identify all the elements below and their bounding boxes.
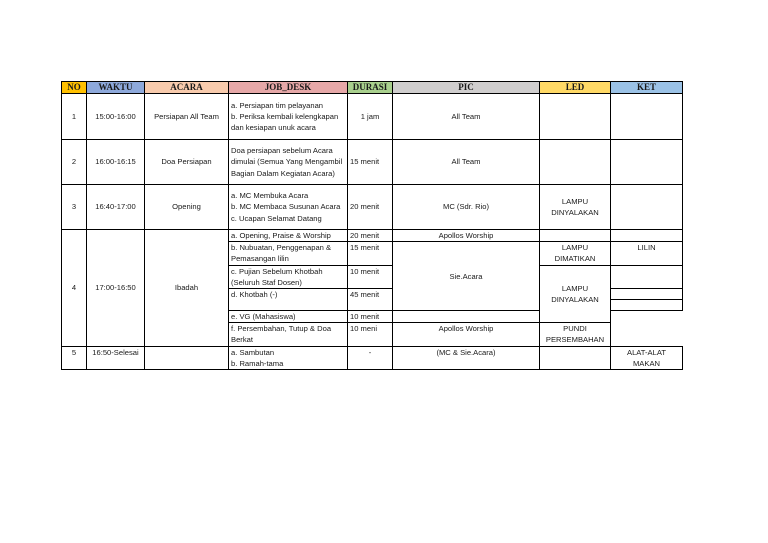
cell-waktu: 16:50-Selesai — [87, 346, 145, 369]
cell-job-desk: b. Nubuatan, Penggenapan & Pemasangan lilin — [229, 242, 348, 265]
cell-led: LAMPU DINYALAKAN — [540, 185, 611, 230]
cell-pic: All Team — [393, 94, 540, 140]
cell-ket — [611, 289, 683, 300]
cell-ket — [393, 311, 540, 323]
cell-job-desk: d. Khotbah (-) — [229, 289, 348, 311]
cell-pic: Sie.Acara — [393, 242, 540, 311]
cell-acara: Persiapan All Team — [145, 94, 229, 140]
cell-durasi: 10 menit — [348, 265, 393, 288]
cell-durasi: 15 menit — [348, 242, 393, 265]
cell-waktu: 15:00-16:00 — [87, 94, 145, 140]
cell-led — [540, 140, 611, 185]
cell-waktu: 17:00-16:50 — [87, 230, 145, 347]
cell-no: 3 — [62, 185, 87, 230]
table-row — [62, 346, 683, 369]
cell-job-desk: a. MC Membuka Acara b. MC Membaca Susunan Acara c. Ucapan Selamat Datang — [229, 185, 348, 230]
cell-ket: LILIN — [611, 242, 683, 265]
cell-led: LAMPU DINYALAKAN — [540, 265, 611, 323]
cell-ket — [611, 230, 683, 242]
header-job-desk: JOB_DESK — [229, 82, 348, 94]
cell-pic: Apollos Worship — [393, 323, 540, 346]
cell-acara — [145, 346, 229, 369]
cell-ket: ALAT-ALAT MAKAN — [611, 346, 683, 369]
cell-durasi: 20 menit — [348, 230, 393, 242]
cell-waktu: 16:40-17:00 — [87, 185, 145, 230]
cell-ket — [611, 300, 683, 311]
header-waktu: WAKTU — [87, 82, 145, 94]
cell-durasi: 1 jam — [348, 94, 393, 140]
header-pic: PIC — [393, 82, 540, 94]
cell-job-desk: e. VG (Mahasiswa) — [229, 311, 348, 323]
cell-job-desk: c. Pujian Sebelum Khotbah (Seluruh Staf Dosen) — [229, 265, 348, 288]
cell-acara: Doa Persiapan — [145, 140, 229, 185]
cell-ket — [611, 265, 683, 288]
cell-durasi: 15 menit — [348, 140, 393, 185]
cell-job-desk: a. Opening, Praise & Worship — [229, 230, 348, 242]
cell-pic: Apollos Worship — [393, 230, 540, 242]
header-ket: KET — [611, 82, 683, 94]
schedule-table — [61, 81, 683, 370]
cell-led — [540, 94, 611, 140]
cell-led — [540, 230, 611, 242]
cell-led: LAMPU DIMATIKAN — [540, 242, 611, 265]
cell-pic: All Team — [393, 140, 540, 185]
cell-ket — [611, 185, 683, 230]
cell-led — [540, 346, 611, 369]
cell-pic: (MC & Sie.Acara) — [393, 346, 540, 369]
table-row — [62, 94, 683, 140]
cell-no: 5 — [62, 346, 87, 369]
cell-durasi: 45 menit — [348, 289, 393, 311]
cell-no: 1 — [62, 94, 87, 140]
header-row — [62, 82, 683, 94]
table-row — [62, 185, 683, 230]
table-row — [62, 230, 683, 242]
table-row — [62, 140, 683, 185]
cell-job-desk: Doa persiapan sebelum Acara dimulai (Semua Yang Mengambil Bagian Dalam Kegiatan Acara) — [229, 140, 348, 185]
cell-durasi: 10 menit — [348, 311, 393, 323]
cell-ket: PUNDI PERSEMBAHAN — [540, 323, 611, 346]
cell-ket — [611, 140, 683, 185]
cell-job-desk: f. Persembahan, Tutup & Doa Berkat — [229, 323, 348, 346]
cell-waktu: 16:00-16:15 — [87, 140, 145, 185]
header-acara: ACARA — [145, 82, 229, 94]
cell-ket — [611, 94, 683, 140]
header-durasi: DURASI — [348, 82, 393, 94]
cell-durasi: 20 menit — [348, 185, 393, 230]
cell-acara: Opening — [145, 185, 229, 230]
cell-no: 4 — [62, 230, 87, 347]
header-led: LED — [540, 82, 611, 94]
cell-job-desk: a. Persiapan tim pelayanan b. Periksa kembali kelengkapan dan kesiapan unuk acara — [229, 94, 348, 140]
cell-pic: MC (Sdr. Rio) — [393, 185, 540, 230]
cell-durasi: 10 meni — [348, 323, 393, 346]
cell-durasi: - — [348, 346, 393, 369]
cell-job-desk: a. Sambutan b. Ramah-tama — [229, 346, 348, 369]
header-no: NO — [62, 82, 87, 94]
cell-no: 2 — [62, 140, 87, 185]
cell-acara: Ibadah — [145, 230, 229, 347]
